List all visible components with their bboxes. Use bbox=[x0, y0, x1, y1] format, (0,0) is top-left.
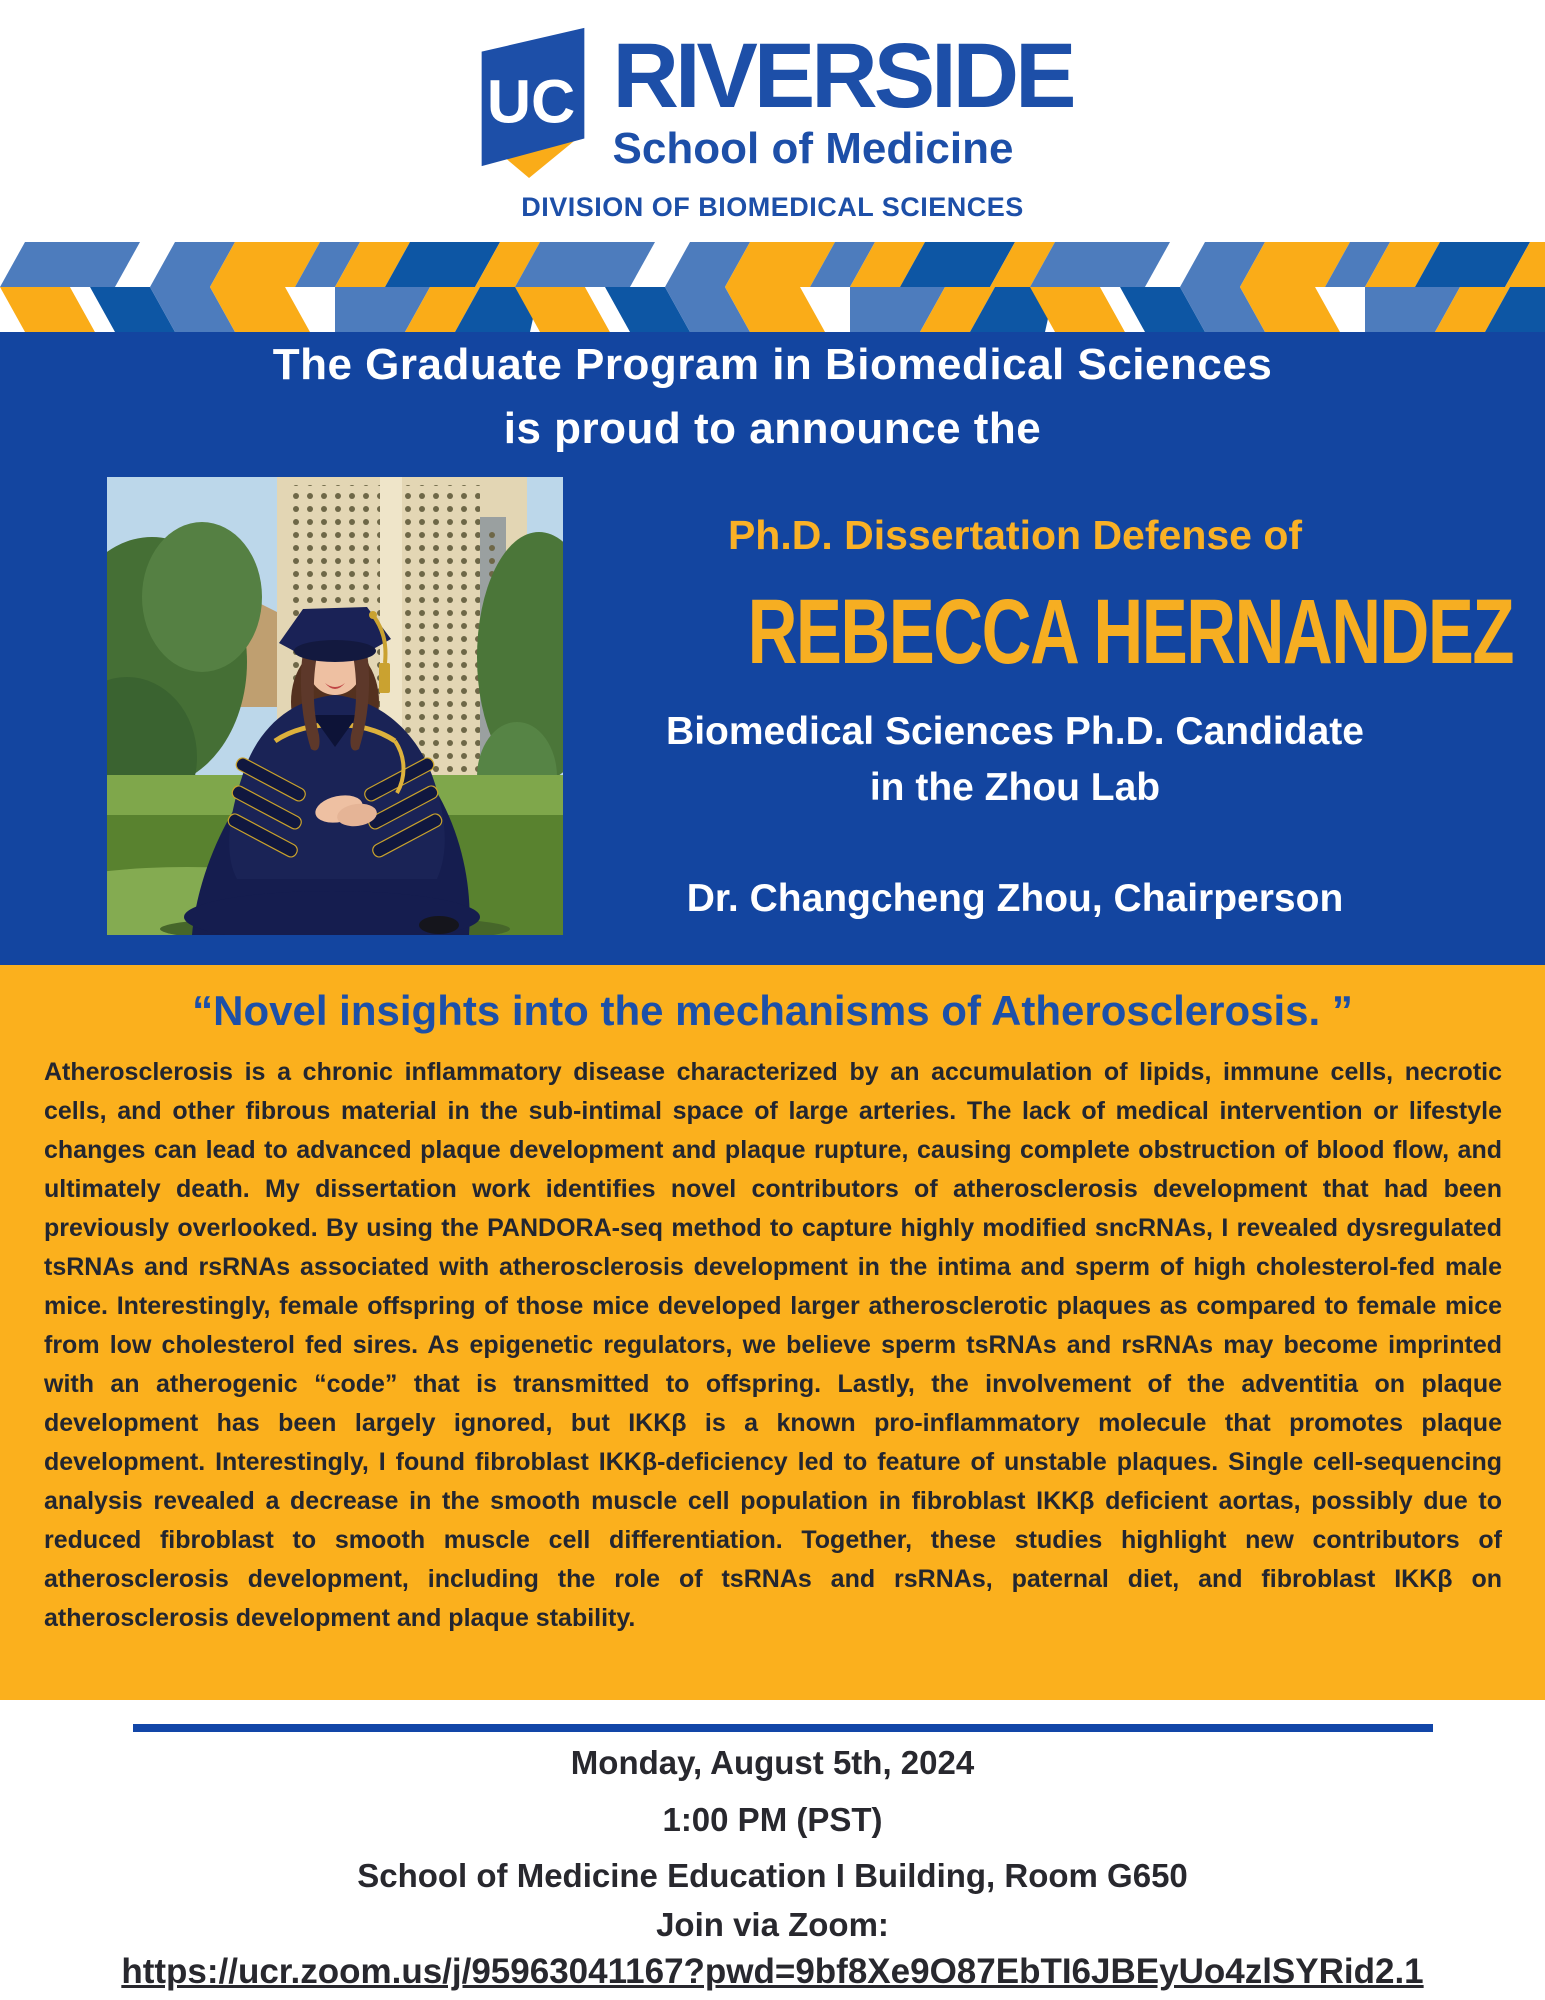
announcement-line1: The Graduate Program in Biomedical Sciences bbox=[272, 340, 1273, 389]
candidate-lab: in the Zhou Lab bbox=[869, 766, 1161, 809]
svg-text:UC: UC bbox=[486, 67, 575, 136]
event-location: School of Medicine Education I Building, Room G650 bbox=[357, 1857, 1188, 1894]
ucr-logo bbox=[0, 22, 1545, 180]
announcement-panel bbox=[0, 332, 1545, 965]
announcement-line2: is proud to announce the bbox=[503, 404, 1042, 453]
candidate-name bbox=[620, 580, 1514, 685]
candidate-photo bbox=[107, 477, 563, 935]
candidate-name-text: REBECCA HERNANDEZ bbox=[747, 581, 1514, 683]
dissertation-title: “Novel insights into the mechanisms of Atherosclerosis. ” bbox=[192, 987, 1353, 1034]
decorative-banner bbox=[0, 242, 1545, 332]
event-details bbox=[0, 1700, 1545, 2000]
zoom-meeting-link[interactable]: https://ucr.zoom.us/j/95963041167?pwd=9bf8Xe9O87EbTI6JBEyUo4zlSYRid2.1 bbox=[121, 1952, 1424, 1991]
abstract-body: Atherosclerosis is a chronic inflammatory disease characterized by an accumulation of lipids, immune cells, necrotic cells, and other fibrous material in the sub-intimal space of large arteries. The lack of medical intervention or lifestyle changes can lead to advanced plaque development and plaque rupture, causing complete obstruction of blood flow, and ultimately death. My dissertation work identifies novel contributors of atherosclerosis development that had been previously overlooked. By using the PANDORA-seq method to capture highly modified sncRNAs, I revealed dysregulated tsRNAs and rsRNAs associated with atherosclerosis development in the intima and sperm of high cholesterol-fed male mice. Interestingly, female offspring of those mice developed larger atherosclerotic plaques as compared to female mice from low cholesterol fed sires. As epigenetic regulators, we believe sperm tsRNAs and rsRNAs may become imprinted with an atherogenic “code” that is transmitted to offspring. Lastly, the involvement of the adventitia on plaque development has been largely ignored, but IKKβ is a known pro-inflammatory molecule that promotes plaque development. Interestingly, I found fibroblast IKKβ-deficiency led to feature of unstable plaques. Single cell-sequencing analysis revealed a decrease in the smooth muscle cell population in fibroblast IKKβ deficient aortas, possibly due to reduced fibroblast to smooth muscle cell differentiation. Together, these studies highlight new contributors of atherosclerosis development, including the role of tsRNAs and rsRNAs, paternal diet, and fibroblast IKKβ on atherosclerosis development and plaque stability. bbox=[44, 1058, 1502, 1632]
abstract-panel bbox=[0, 965, 1545, 1700]
candidate-program: Biomedical Sciences Ph.D. Candidate bbox=[666, 710, 1364, 753]
chairperson: Dr. Changcheng Zhou, Chairperson bbox=[686, 877, 1344, 920]
divider-rule bbox=[133, 1724, 1433, 1732]
division-title: DIVISION OF BIOMEDICAL SCIENCES bbox=[521, 192, 1024, 222]
event-date: Monday, August 5th, 2024 bbox=[570, 1744, 975, 1781]
event-time: 1:00 PM (PST) bbox=[662, 1801, 883, 1838]
logo-riverside-text: RIVERSIDE bbox=[612, 25, 1073, 127]
defense-label: Ph.D. Dissertation Defense of bbox=[727, 512, 1303, 558]
join-zoom-label: Join via Zoom: bbox=[656, 1906, 889, 1943]
logo-school-text: School of Medicine bbox=[612, 124, 1014, 173]
uc-monogram-icon bbox=[473, 22, 593, 180]
header bbox=[0, 0, 1545, 242]
